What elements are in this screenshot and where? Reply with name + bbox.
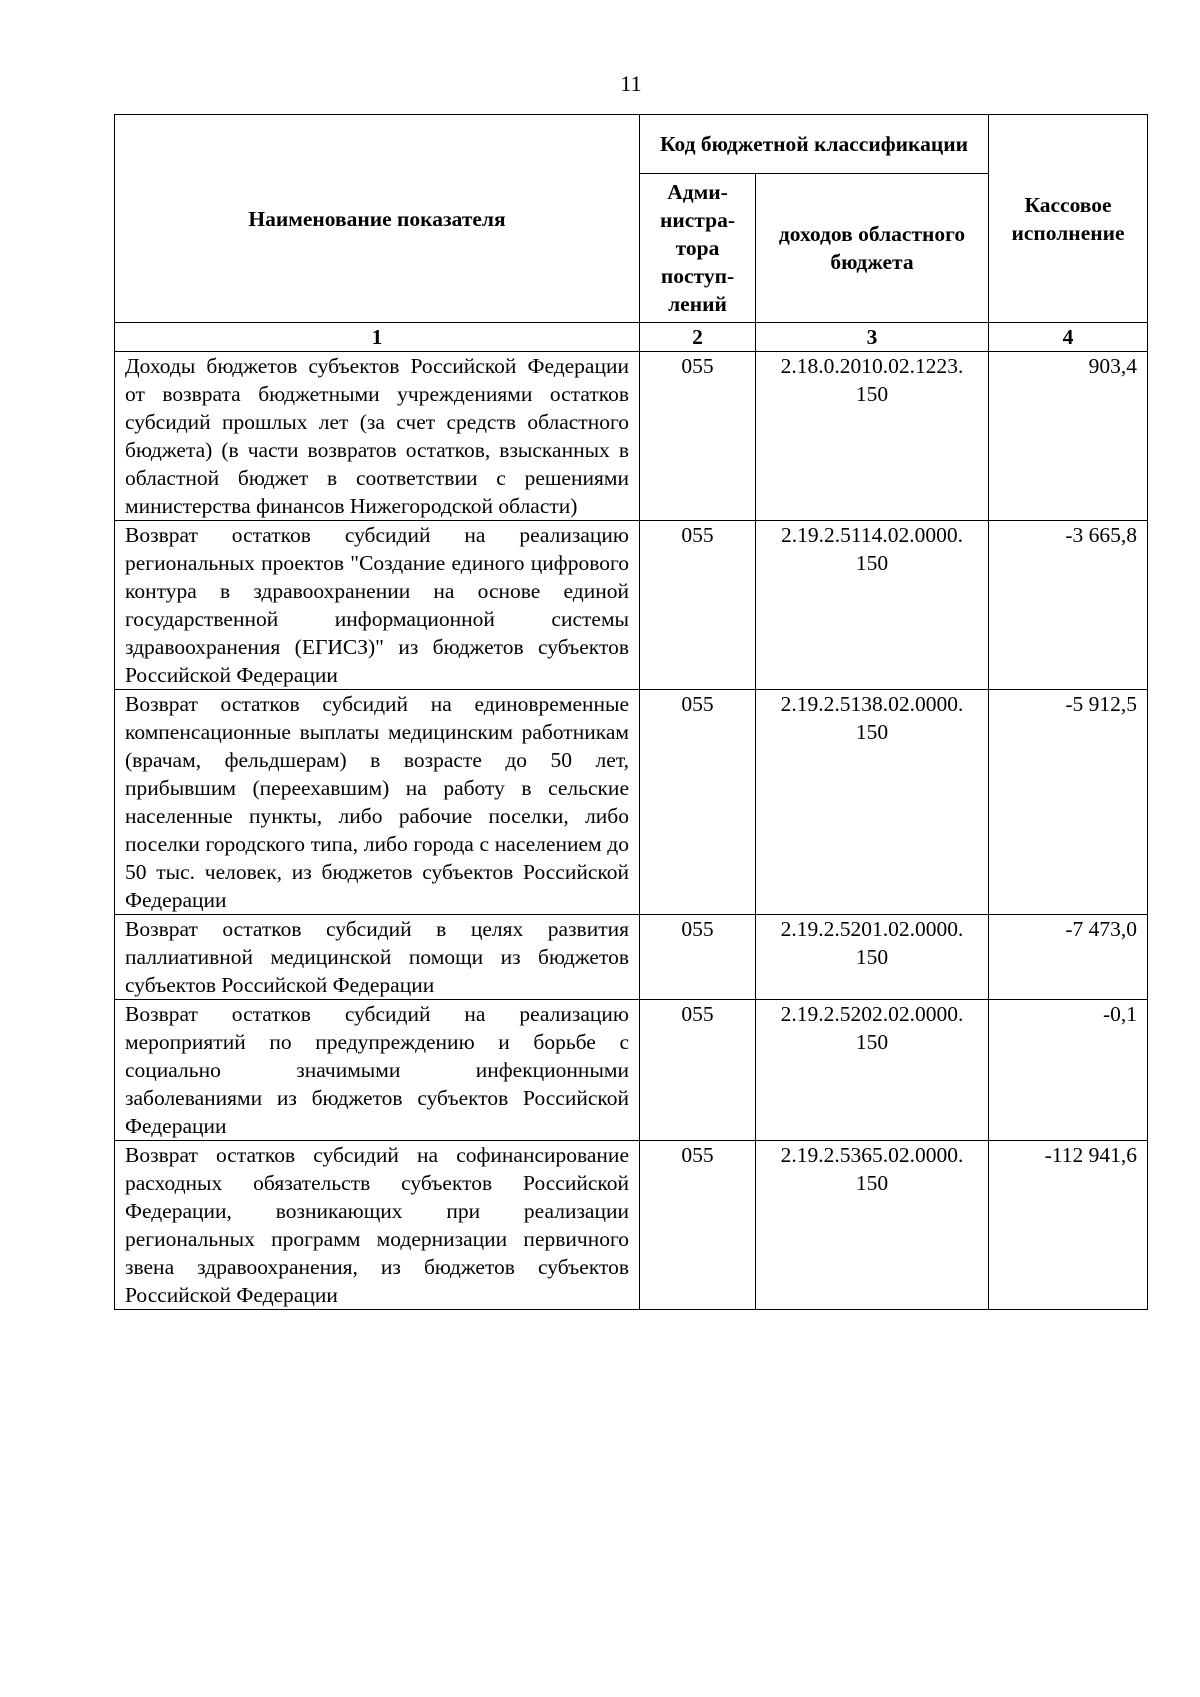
cash-amount: -5 912,5 (989, 690, 1148, 915)
cash-amount: -3 665,8 (989, 521, 1148, 690)
column-numbers-row (115, 323, 1148, 352)
table-row (115, 352, 1148, 521)
income-code: 2.19.2.5138.02.0000. 150 (756, 690, 989, 915)
income-code: 2.19.2.5114.02.0000. 150 (756, 521, 989, 690)
column-number: 3 (756, 323, 989, 352)
admin-code: 055 (640, 1000, 756, 1141)
table-header (115, 115, 1148, 352)
indicator-name: Возврат остатков субсидий на реализацию региональных проектов "Создание единого цифрового контура в здравоохранении на основе единой государственной информационной системы здравоохранения (ЕГИСЗ)" из бюджетов субъектов Российской Федерации (115, 521, 640, 690)
header-cash-execution: Кассовое исполнение (989, 115, 1148, 323)
header-code-group: Код бюджетной классификации (640, 115, 989, 174)
cash-amount: 903,4 (989, 352, 1148, 521)
cash-amount: -0,1 (989, 1000, 1148, 1141)
table-row (115, 1000, 1148, 1141)
income-code: 2.19.2.5202.02.0000. 150 (756, 1000, 989, 1141)
page-number: 11 (620, 71, 642, 96)
income-code: 2.19.2.5365.02.0000. 150 (756, 1141, 989, 1310)
indicator-name: Возврат остатков субсидий на единовременные компенсационные выплаты медицинским работникам (врачам, фельдшерам) в возрасте до 50 лет, прибывшим (переехавшим) на работу в сельские населенные пункты, либо рабочие поселки, либо поселки городского типа, либо города с населением до 50 тыс. человек, из бюджетов субъектов Российской Федерации (115, 690, 640, 915)
column-number: 2 (640, 323, 756, 352)
admin-code: 055 (640, 521, 756, 690)
table-row (115, 690, 1148, 915)
indicator-name: Возврат остатков субсидий в целях развития паллиативной медицинской помощи из бюджетов субъектов Российской Федерации (115, 915, 640, 1000)
admin-code: 055 (640, 352, 756, 521)
budget-table (114, 114, 1148, 1310)
income-code: 2.19.2.5201.02.0000. 150 (756, 915, 989, 1000)
income-code: 2.18.0.2010.02.1223. 150 (756, 352, 989, 521)
indicator-name: Возврат остатков субсидий на реализацию мероприятий по предупреждению и борьбе с социально значимыми инфекционными заболеваниями из бюджетов субъектов Российской Федерации (115, 1000, 640, 1141)
admin-code: 055 (640, 915, 756, 1000)
indicator-name: Доходы бюджетов субъектов Российской Федерации от возврата бюджетными учреждениями остатков субсидий прошлых лет (за счет средств областного бюджета) (в части возвратов остатков, взысканных в областной бюджет в соответствии с решениями министерства финансов Нижегородской области) (115, 352, 640, 521)
header-name: Наименование показателя (115, 115, 640, 323)
cash-amount: -7 473,0 (989, 915, 1148, 1000)
header-admin: Адми- нистра- тора поступ- лений (640, 174, 756, 323)
table-body (115, 352, 1148, 1310)
indicator-name: Возврат остатков субсидий на софинансирование расходных обязательств субъектов Российской Федерации, возникающих при реализации региональных программ модернизации первичного звена здравоохранения, из бюджетов субъектов Российской Федерации (115, 1141, 640, 1310)
cash-amount: -112 941,6 (989, 1141, 1148, 1310)
table-row (115, 521, 1148, 690)
header-income-code: доходов областного бюджета (756, 174, 989, 323)
admin-code: 055 (640, 1141, 756, 1310)
table-row (115, 915, 1148, 1000)
column-number: 4 (989, 323, 1148, 352)
column-number: 1 (115, 323, 640, 352)
table-row (115, 1141, 1148, 1310)
admin-code: 055 (640, 690, 756, 915)
